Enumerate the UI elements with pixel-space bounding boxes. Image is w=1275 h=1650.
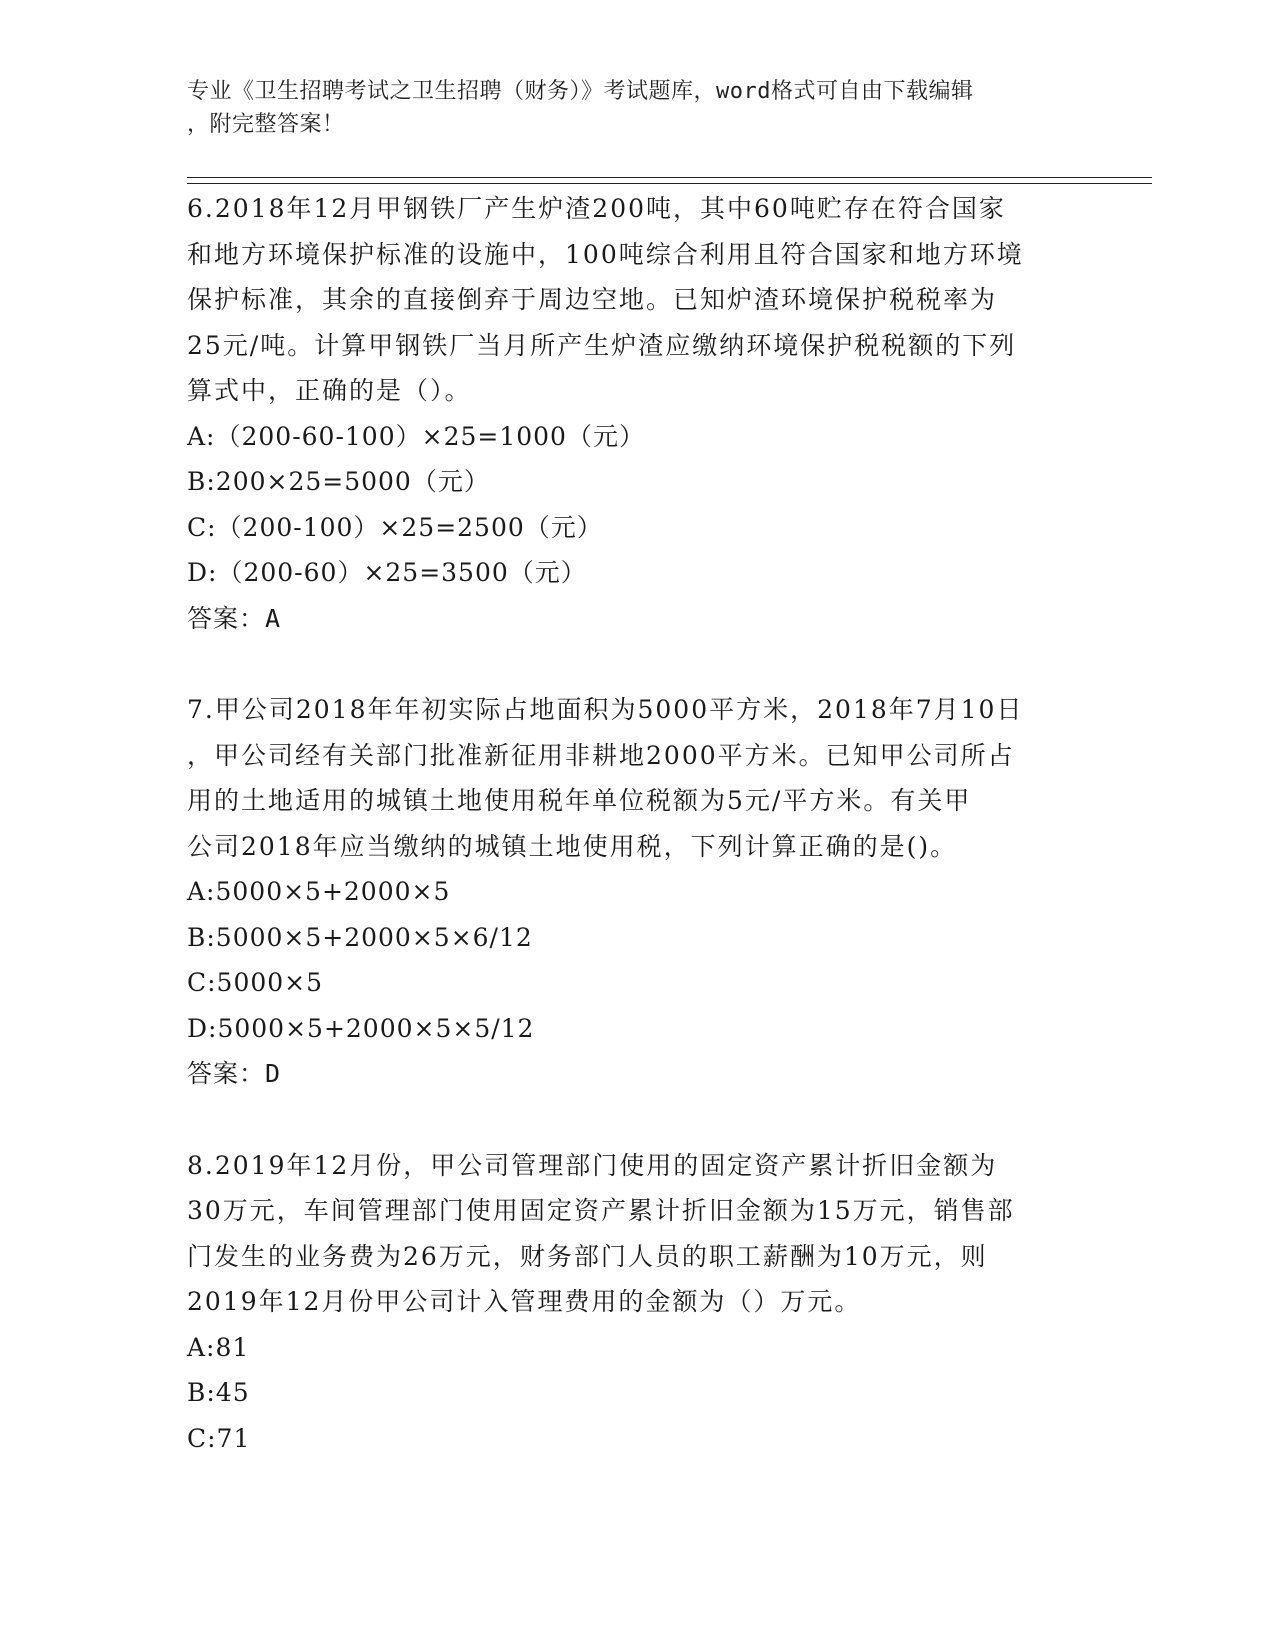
option-c: C:（200-100）×25=2500（元）	[187, 512, 603, 542]
header-line-2: ，附完整答案！	[187, 112, 345, 137]
question-stem-line: ，甲公司经有关部门批准新征用非耕地2000平方米。已知甲公司所占	[187, 740, 1015, 770]
header-rule-bottom	[187, 183, 1152, 184]
option-b: B:45	[187, 1378, 250, 1407]
question-stem-line: 7.甲公司2018年年初实际占地面积为5000平方米，2018年7月10日	[187, 695, 1024, 724]
question-spacer	[187, 641, 1087, 687]
answer-label: 答案：D	[187, 1059, 282, 1088]
header-rule-top	[187, 177, 1152, 178]
option-c: C:5000×5	[187, 968, 324, 997]
question-spacer	[187, 1097, 1087, 1143]
header-line-1: 专业《卫生招聘考试之卫生招聘（财务）》考试题库，word格式可自由下载编辑	[187, 79, 974, 104]
question-stem-line: 算式中，正确的是（）。	[187, 376, 472, 405]
question-stem-line: 公司2018年应当缴纳的城镇土地使用税，下列计算正确的是()。	[187, 831, 958, 861]
answer-label: 答案：A	[187, 603, 282, 633]
question-stem-line: 和地方环境保护标准的设施中，100吨综合利用且符合国家和地方环境	[187, 239, 1024, 269]
option-d: D:5000×5+2000×5×5/12	[187, 1013, 535, 1043]
option-a: A:5000×5+2000×5	[187, 877, 451, 906]
question-7	[187, 687, 1087, 1097]
question-stem-line: 8.2019年12月份，甲公司管理部门使用的固定资产累计折旧金额为	[187, 1150, 998, 1180]
option-a: A:81	[187, 1332, 250, 1362]
question-stem-line: 保护标准，其余的直接倒弃于周边空地。已知炉渣环境保护税税率为	[187, 285, 998, 314]
question-stem-line: 25元/吨。计算甲钢铁厂当月所产生炉渣应缴纳环境保护税税额的下列	[187, 330, 1017, 360]
document-header	[187, 75, 1087, 141]
question-stem-line: 6.2018年12月甲钢铁厂产生炉渣200吨，其中60吨贮存在符合国家	[187, 194, 1006, 223]
question-stem-line: 门发生的业务费为26万元，财务部门人员的职工薪酬为10万元，则	[187, 1241, 988, 1271]
question-stem-line: 30万元，车间管理部门使用固定资产累计折旧金额为15万元，销售部	[187, 1196, 1015, 1225]
option-a: A:（200-60-100）×25=1000（元）	[187, 421, 645, 451]
question-list	[187, 186, 1087, 1461]
question-8	[187, 1143, 1087, 1462]
option-d: D:（200-60）×25=3500（元）	[187, 558, 587, 587]
option-b: B:5000×5+2000×5×6/12	[187, 922, 533, 952]
question-stem-line: 2019年12月份甲公司计入管理费用的金额为（）万元。	[187, 1287, 862, 1316]
option-b: B:200×25=5000（元）	[187, 467, 490, 496]
option-c: C:71	[187, 1423, 251, 1453]
question-stem-line: 用的土地适用的城镇土地使用税年单位税额为5元/平方米。有关甲	[187, 786, 972, 815]
question-6	[187, 186, 1087, 641]
